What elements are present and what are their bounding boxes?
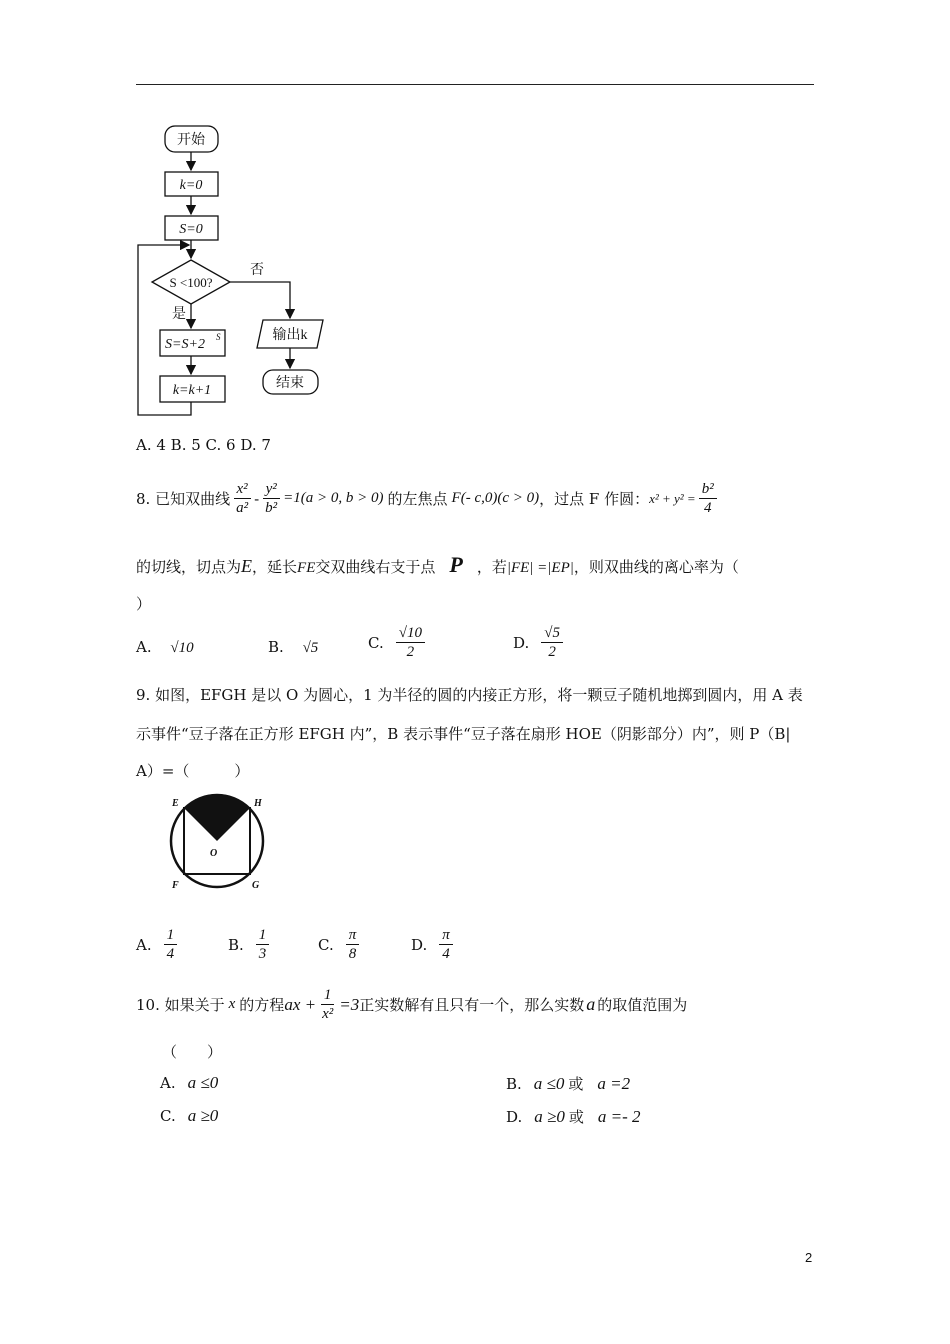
q9-label-f: F (172, 880, 179, 891)
end-label: 结束 (276, 376, 304, 391)
output-label: 输出k (272, 328, 308, 343)
q9-line2: 示事件“豆子落在正方形 EFGH 内”，B 表示事件“豆子落在扇形 HOE（阴影部分）内”，则 P（B| (136, 725, 791, 743)
update-s-exponent: S (216, 332, 221, 342)
q10-option-d-value2: a =- 2 (597, 1107, 641, 1126)
yes-label: 是 (172, 307, 186, 322)
q9-option-d-den: 4 (442, 946, 450, 962)
condition-label: S <100? (169, 275, 213, 290)
q9-option-a-den: 4 (166, 946, 175, 962)
flowchart (130, 120, 340, 420)
q9-option-b-label: B. (228, 935, 244, 954)
update-k-label: k=k+1 (172, 383, 212, 398)
q9-figure (162, 790, 274, 892)
q10-prefix: 10. 如果关于 (136, 996, 225, 1014)
q10-option-b[interactable] (506, 1073, 630, 1094)
q9-option-a-num: 1 (164, 926, 178, 945)
q10-option-b-or: 或 (568, 1075, 584, 1093)
q8-frac-y-num: y² (263, 480, 280, 499)
q8-frac-x-den: a² (236, 500, 249, 516)
q8-option-b-label: B. (268, 638, 284, 656)
q9-option-c[interactable] (318, 926, 362, 963)
q8-frac-x (233, 480, 251, 517)
k-init-label: k=0 (179, 178, 203, 193)
q9-label-h: H (254, 798, 262, 809)
q9-option-c-frac (346, 926, 360, 963)
q10-option-a-label: A. (160, 1074, 176, 1092)
q9-option-d[interactable] (411, 926, 456, 963)
q8-option-c-den: 2 (406, 644, 415, 660)
q8-line2-b: ，延长 (252, 558, 298, 576)
q8-circle-den: 4 (703, 500, 712, 516)
s-init-label: S=0 (179, 222, 203, 237)
q9-option-b[interactable] (228, 926, 272, 963)
q8-line2-d: ，若 (476, 558, 507, 576)
q8-point-e: E (241, 556, 253, 576)
q10-frac-num: 1 (321, 986, 335, 1005)
update-s-label: S=S+2 (165, 337, 205, 352)
q10-option-d[interactable] (506, 1106, 641, 1127)
q8-circle-lhs: x² + y² = (649, 490, 696, 506)
q9-option-d-num: π (439, 926, 453, 945)
q10-frac (319, 986, 336, 1023)
q10-option-b-value2: a =2 (597, 1074, 631, 1093)
q10-option-d-label: D. (506, 1108, 523, 1126)
q8-condition: |FE| =|EP| (506, 560, 574, 576)
q8-frac-x-num: x² (234, 480, 251, 499)
q9-option-d-label: D. (411, 935, 428, 954)
q8-line3: ） (136, 595, 152, 613)
q10-frac-den: x² (322, 1006, 334, 1022)
q8-line2 (136, 552, 739, 578)
q9-label-e: E (172, 798, 179, 809)
q10-var-a: a (586, 994, 596, 1014)
q8-circle-text: ，过点 F 作圆： (539, 490, 650, 508)
q9-label-g: G (252, 880, 260, 891)
q8-circle-frac (699, 480, 717, 517)
q10-option-a-value: a ≤0 (187, 1073, 219, 1092)
q10-var-x: x (228, 996, 236, 1012)
q9-option-b-frac (256, 926, 270, 963)
q8-option-b[interactable] (268, 638, 318, 657)
q8-line2-a: 的切线，切点为 (136, 558, 242, 576)
q8-point-p: P (449, 552, 463, 577)
q8-frac-y-den: b² (265, 500, 278, 516)
q10-mid: 的方程 (239, 996, 285, 1014)
q10-option-c-label: C. (160, 1107, 176, 1125)
q8-frac-y (262, 480, 280, 517)
q8-circle-num: b² (699, 480, 717, 499)
q7-options: A. 4 B. 5 C. 6 D. 7 (136, 436, 271, 454)
q9-option-d-frac (439, 926, 453, 963)
q9-line3: A）=（ ） (136, 762, 250, 780)
q9-label-o: O (210, 848, 218, 859)
q9-shaded-sector (184, 794, 250, 841)
q8-minus: - (254, 489, 260, 508)
q8-fe: FE (297, 560, 316, 576)
q8-option-c[interactable] (368, 624, 428, 661)
q10-option-b-label: B. (506, 1075, 522, 1093)
q8-prefix: 8. 已知双曲线 (136, 490, 231, 508)
q9-option-c-den: 8 (348, 946, 357, 962)
q8-line2-e: ，则双曲线的离心率为（ (573, 558, 739, 576)
q8-option-d-den: 2 (548, 644, 556, 660)
no-label: 否 (250, 263, 264, 278)
q8-option-a-value: √10 (170, 640, 194, 656)
q10-option-d-value1: a ≥0 (534, 1107, 565, 1126)
q10-ax: ax + (284, 994, 317, 1014)
q10-option-a[interactable] (160, 1073, 218, 1093)
header-rule (136, 84, 814, 85)
q8-option-c-num: √10 (396, 624, 425, 643)
q9-option-a-frac (164, 926, 178, 963)
q8-option-d-num: √5 (541, 624, 563, 643)
q9-option-b-den: 3 (258, 946, 267, 962)
q9-option-c-label: C. (318, 935, 334, 954)
q10-suffix2: 的取值范围为 (597, 996, 688, 1014)
q8-line2-c: 交双曲线右支于点 (315, 558, 436, 576)
q8-line1 (136, 480, 720, 517)
q8-option-a-label: A. (136, 638, 152, 656)
q9-option-a[interactable] (136, 926, 180, 963)
q8-option-d-frac (541, 624, 563, 661)
q8-option-b-value: √5 (302, 640, 319, 656)
q10-option-c[interactable] (160, 1106, 218, 1126)
q10-option-c-value: a ≥0 (187, 1106, 219, 1125)
q9-option-a-label: A. (136, 935, 152, 954)
start-label: 开始 (177, 133, 205, 148)
q8-focus: F(- c,0)(c > 0) (451, 490, 540, 506)
q10-eq: =3 (339, 994, 360, 1014)
q10-option-d-or: 或 (568, 1108, 584, 1126)
q8-option-d-label: D. (513, 633, 530, 652)
q8-option-c-label: C. (368, 633, 384, 652)
q8-option-a[interactable] (136, 638, 194, 657)
q10-line1 (136, 986, 687, 1023)
q8-option-c-frac (396, 624, 425, 661)
q10-suffix: 正实数解有且只有一个，那么实数 (359, 996, 585, 1014)
page-number: 2 (805, 1250, 813, 1265)
q10-paren: （ ） (162, 1043, 223, 1061)
q8-focus-text: 的左焦点 (387, 490, 448, 508)
q9-line1: 9. 如图，EFGH 是以 O 为圆心，1 为半径的圆的内接正方形，将一颗豆子随机地掷到圆内，用 A 表 (136, 686, 803, 704)
q8-eq-rest: =1(a > 0, b > 0) (283, 490, 384, 506)
q8-option-d[interactable] (513, 624, 566, 661)
q9-option-b-num: 1 (256, 926, 270, 945)
q9-option-c-num: π (346, 926, 360, 945)
q10-option-b-value1: a ≤0 (533, 1074, 565, 1093)
